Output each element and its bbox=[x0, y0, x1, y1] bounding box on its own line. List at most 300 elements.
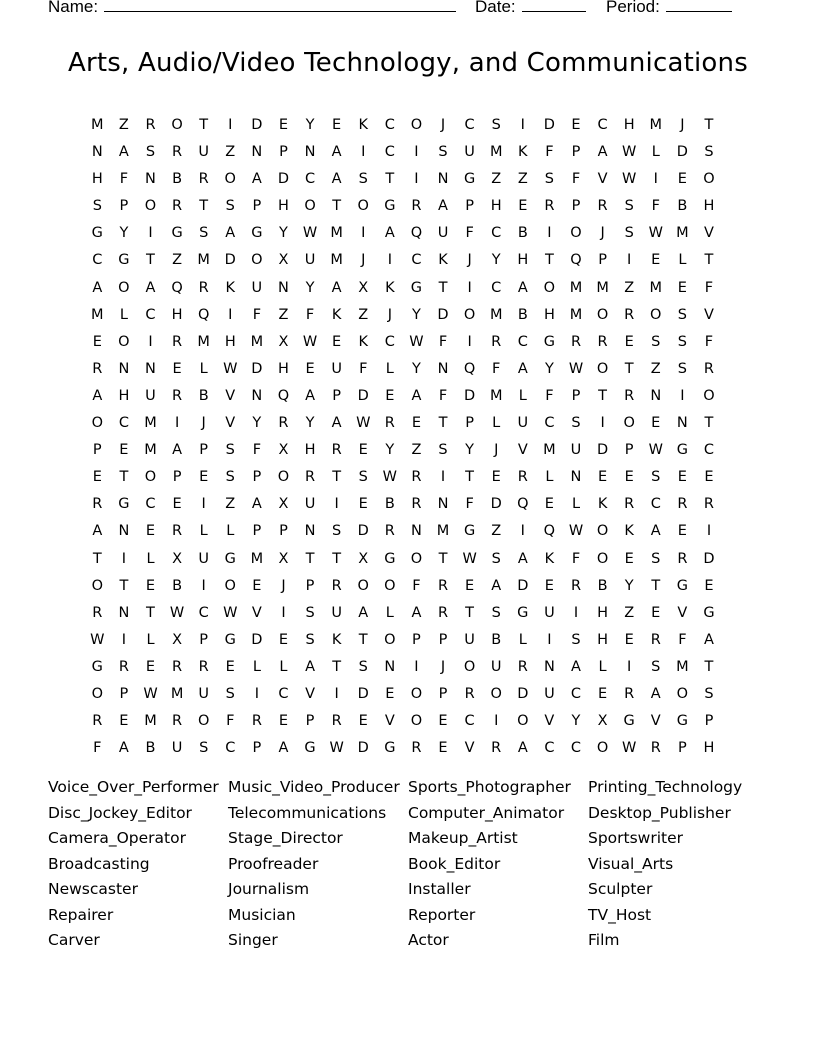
grid-letter: E bbox=[597, 685, 608, 702]
grid-letter: Y bbox=[544, 360, 554, 377]
grid-letter: U bbox=[198, 144, 209, 161]
grid-letter: I bbox=[228, 306, 233, 323]
grid-letter: T bbox=[358, 631, 368, 648]
grid-letter: X bbox=[278, 252, 289, 269]
grid-letter: C bbox=[491, 279, 502, 296]
grid-letter: H bbox=[278, 198, 289, 215]
grid-letter: O bbox=[410, 117, 423, 133]
grid-letter: W bbox=[568, 360, 584, 377]
grid-letter: I bbox=[414, 658, 419, 675]
grid-letter: T bbox=[92, 550, 102, 567]
grid-letter: J bbox=[281, 577, 286, 594]
grid-letter: N bbox=[145, 360, 156, 377]
grid-letter: D bbox=[357, 523, 369, 540]
grid-letter: M bbox=[569, 279, 583, 296]
word-bank-item: Journalism bbox=[228, 880, 310, 898]
grid-letter: Y bbox=[491, 252, 501, 269]
grid-letter: A bbox=[251, 171, 262, 188]
grid-letter: Y bbox=[571, 713, 581, 730]
word-bank-item: Computer_Animator bbox=[408, 803, 565, 822]
word-bank-item: Music_Video_Producer bbox=[228, 778, 400, 796]
grid-letter: N bbox=[118, 360, 130, 377]
grid-letter: L bbox=[518, 631, 527, 648]
grid-letter: W bbox=[462, 550, 477, 567]
grid-letter: S bbox=[624, 225, 634, 242]
grid-letter: G bbox=[251, 225, 263, 242]
grid-letter: E bbox=[119, 713, 129, 730]
word-bank-item: Film bbox=[588, 931, 620, 949]
grid-letter: L bbox=[146, 631, 155, 648]
grid-letter: H bbox=[703, 740, 715, 757]
grid-letter: V bbox=[544, 713, 555, 730]
grid-letter: H bbox=[623, 117, 635, 133]
grid-letter: J bbox=[467, 252, 472, 269]
grid-letter: C bbox=[304, 171, 316, 188]
grid-letter: F bbox=[438, 333, 448, 350]
grid-letter: G bbox=[384, 550, 396, 567]
grid-letter: G bbox=[384, 198, 396, 215]
grid-letter: W bbox=[302, 333, 318, 350]
name-blank-line bbox=[104, 0, 456, 12]
grid-letter: C bbox=[464, 713, 475, 730]
grid-letter: Z bbox=[491, 171, 502, 188]
grid-letter: D bbox=[251, 117, 263, 133]
grid-letter: R bbox=[517, 658, 528, 675]
grid-letter: O bbox=[144, 469, 157, 486]
period-blank-line bbox=[666, 0, 732, 12]
grid-letter: M bbox=[649, 279, 663, 296]
grid-letter: R bbox=[331, 713, 342, 730]
grid-letter: R bbox=[172, 387, 183, 404]
grid-letter: R bbox=[411, 740, 422, 757]
grid-letter: N bbox=[278, 279, 289, 296]
grid-letter: C bbox=[384, 117, 395, 133]
grid-letter: D bbox=[251, 360, 263, 377]
grid-letter: V bbox=[703, 306, 714, 323]
word-bank-item: Broadcasting bbox=[48, 854, 150, 873]
grid-letter: P bbox=[412, 631, 421, 648]
grid-letter: S bbox=[225, 442, 235, 459]
grid-letter: R bbox=[491, 740, 502, 757]
grid-letter: X bbox=[358, 279, 369, 296]
grid-letter: S bbox=[438, 442, 448, 459]
grid-letter: I bbox=[121, 631, 127, 648]
grid-letter: R bbox=[172, 144, 183, 161]
grid-letter: F bbox=[359, 360, 368, 377]
grid-letter: O bbox=[197, 713, 210, 730]
grid-letter: R bbox=[331, 442, 342, 459]
grid-letter: H bbox=[91, 171, 103, 188]
grid-letter: V bbox=[251, 604, 262, 621]
grid-letter: E bbox=[385, 387, 395, 404]
grid-letter: A bbox=[517, 550, 528, 567]
grid-letter: R bbox=[624, 685, 635, 702]
grid-letter: I bbox=[201, 577, 206, 594]
grid-letter: W bbox=[648, 442, 663, 459]
word-bank-item: Stage_Director bbox=[228, 829, 343, 847]
grid-letter: E bbox=[624, 631, 634, 648]
word-bank-item: Telecommunications bbox=[228, 803, 387, 822]
grid-letter: H bbox=[224, 333, 236, 350]
grid-letter: I bbox=[414, 171, 419, 188]
grid-letter: A bbox=[384, 225, 395, 242]
grid-letter: S bbox=[571, 631, 581, 648]
grid-letter: R bbox=[677, 550, 688, 567]
grid-letter: K bbox=[385, 279, 395, 296]
grid-letter: S bbox=[624, 198, 634, 215]
grid-letter: M bbox=[543, 442, 556, 459]
grid-letter: Z bbox=[624, 279, 635, 296]
grid-letter: O bbox=[570, 225, 582, 242]
grid-letter: P bbox=[252, 740, 262, 757]
grid-letter: G bbox=[91, 225, 103, 242]
grid-letter: P bbox=[252, 198, 262, 215]
grid-letter: X bbox=[172, 550, 183, 567]
grid-letter: W bbox=[622, 144, 637, 161]
grid-letter: R bbox=[172, 713, 183, 730]
grid-letter: F bbox=[465, 496, 474, 513]
grid-letter: H bbox=[597, 604, 609, 621]
grid-letter: Z bbox=[225, 496, 236, 513]
grid-letter: Z bbox=[517, 171, 528, 188]
grid-letter: N bbox=[410, 523, 422, 540]
grid-letter: P bbox=[279, 144, 288, 161]
grid-letter: J bbox=[201, 415, 206, 432]
grid-letter: N bbox=[384, 658, 396, 675]
grid-letter: I bbox=[573, 604, 579, 621]
grid-letter: X bbox=[278, 442, 289, 459]
grid-letter: I bbox=[121, 550, 127, 567]
grid-letter: Z bbox=[118, 117, 129, 133]
grid-letter: A bbox=[92, 279, 103, 296]
grid-letter: E bbox=[332, 117, 342, 133]
grid-letter: A bbox=[703, 631, 714, 648]
grid-letter: G bbox=[676, 577, 688, 594]
grid-letter: O bbox=[703, 171, 715, 188]
grid-letter: P bbox=[624, 442, 634, 459]
grid-letter: R bbox=[118, 658, 129, 675]
grid-letter: O bbox=[596, 740, 609, 757]
grid-letter: C bbox=[464, 117, 475, 133]
grid-letter: R bbox=[437, 604, 449, 621]
grid-letter: V bbox=[650, 713, 661, 730]
grid-letter: E bbox=[92, 333, 102, 350]
grid-letter: T bbox=[146, 604, 155, 621]
grid-letter: O bbox=[91, 577, 103, 594]
grid-letter: P bbox=[332, 387, 342, 404]
grid-letter: U bbox=[198, 685, 209, 702]
grid-letter: Q bbox=[197, 306, 210, 323]
grid-letter: S bbox=[651, 658, 661, 675]
grid-letter: L bbox=[119, 306, 128, 323]
grid-letter: I bbox=[706, 523, 712, 540]
word-search-grid bbox=[84, 112, 722, 762]
grid-letter: E bbox=[571, 117, 581, 133]
grid-letter: L bbox=[385, 360, 394, 377]
grid-letter: I bbox=[680, 387, 685, 404]
grid-letter: T bbox=[119, 577, 129, 594]
grid-letter: A bbox=[331, 144, 342, 161]
grid-letter: G bbox=[384, 740, 396, 757]
grid-letter: W bbox=[356, 415, 371, 432]
grid-letter: T bbox=[465, 469, 475, 486]
grid-letter: R bbox=[464, 685, 475, 702]
grid-letter: M bbox=[489, 144, 503, 161]
grid-letter: O bbox=[91, 415, 103, 432]
grid-letter: D bbox=[277, 171, 290, 188]
grid-letter: O bbox=[118, 279, 130, 296]
grid-letter: L bbox=[199, 360, 208, 377]
grid-letter: C bbox=[517, 333, 528, 350]
grid-letter: C bbox=[411, 252, 422, 269]
grid-letter: F bbox=[545, 144, 554, 161]
grid-letter: O bbox=[357, 198, 369, 215]
grid-letter: T bbox=[146, 252, 155, 269]
grid-letter: B bbox=[491, 631, 502, 648]
grid-letter: A bbox=[571, 658, 581, 675]
grid-letter: O bbox=[304, 198, 316, 215]
grid-letter: M bbox=[489, 306, 503, 323]
grid-letter: C bbox=[703, 442, 715, 459]
grid-letter: I bbox=[600, 415, 605, 432]
grid-letter: I bbox=[547, 631, 552, 648]
grid-letter: W bbox=[568, 523, 584, 540]
grid-letter: P bbox=[172, 469, 182, 486]
grid-letter: O bbox=[251, 252, 263, 269]
grid-letter: G bbox=[91, 658, 103, 675]
grid-letter: S bbox=[651, 333, 661, 350]
grid-letter: E bbox=[278, 713, 289, 730]
grid-letter: U bbox=[198, 550, 209, 567]
grid-letter: F bbox=[704, 279, 714, 296]
grid-letter: C bbox=[92, 252, 103, 269]
grid-letter: Q bbox=[570, 252, 582, 269]
grid-letter: A bbox=[331, 279, 342, 296]
grid-letter: M bbox=[250, 550, 264, 567]
grid-letter: I bbox=[174, 415, 180, 432]
grid-letter: E bbox=[518, 198, 528, 215]
grid-letter: R bbox=[411, 198, 422, 215]
grid-letter: F bbox=[651, 198, 660, 215]
grid-letter: S bbox=[677, 306, 687, 323]
grid-letter: C bbox=[384, 333, 395, 350]
grid-letter: P bbox=[571, 198, 581, 215]
grid-letter: K bbox=[225, 279, 236, 296]
grid-letter: I bbox=[520, 117, 525, 133]
grid-letter: T bbox=[305, 550, 315, 567]
grid-letter: O bbox=[118, 333, 130, 350]
grid-letter: G bbox=[623, 713, 635, 730]
grid-letter: E bbox=[624, 333, 634, 350]
grid-letter: T bbox=[438, 415, 448, 432]
grid-letter: O bbox=[703, 387, 715, 404]
grid-letter: R bbox=[650, 631, 661, 648]
grid-letter: H bbox=[543, 306, 555, 323]
grid-letter: Z bbox=[225, 144, 236, 161]
grid-letter: R bbox=[172, 523, 183, 540]
grid-letter: E bbox=[358, 713, 368, 730]
grid-letter: D bbox=[357, 387, 369, 404]
grid-letter: C bbox=[650, 496, 661, 513]
grid-letter: N bbox=[437, 496, 449, 513]
grid-letter: S bbox=[199, 740, 209, 757]
grid-letter: K bbox=[358, 333, 368, 350]
grid-letter: W bbox=[169, 604, 185, 621]
grid-letter: E bbox=[677, 523, 687, 540]
word-bank-item: Sculpter bbox=[588, 880, 653, 898]
word-bank-item: Musician bbox=[228, 905, 296, 924]
grid-letter: X bbox=[278, 333, 289, 350]
grid-letter: E bbox=[465, 577, 475, 594]
grid-letter: G bbox=[224, 550, 236, 567]
grid-letter: V bbox=[677, 604, 688, 621]
grid-letter: O bbox=[410, 550, 423, 567]
grid-letter: D bbox=[251, 631, 263, 648]
grid-letter: M bbox=[91, 306, 104, 323]
word-bank-item: Carver bbox=[48, 931, 100, 949]
grid-letter: D bbox=[224, 252, 236, 269]
grid-letter: Y bbox=[119, 225, 129, 242]
grid-letter: P bbox=[92, 442, 102, 459]
student-info-header bbox=[48, 0, 748, 19]
grid-letter: G bbox=[676, 713, 688, 730]
grid-letter: T bbox=[199, 198, 209, 215]
grid-letter: S bbox=[358, 469, 368, 486]
grid-letter: T bbox=[119, 469, 129, 486]
grid-letter: N bbox=[145, 171, 156, 188]
grid-letter: A bbox=[650, 523, 661, 540]
grid-letter: E bbox=[172, 360, 182, 377]
grid-letter: U bbox=[145, 387, 156, 404]
grid-letter: S bbox=[491, 604, 501, 621]
grid-letter: Q bbox=[463, 360, 476, 377]
grid-letter: E bbox=[651, 415, 661, 432]
grid-letter: W bbox=[382, 469, 397, 486]
word-bank-item: Installer bbox=[408, 880, 471, 898]
grid-letter: A bbox=[517, 279, 528, 296]
grid-letter: A bbox=[331, 171, 342, 188]
grid-letter: W bbox=[143, 685, 158, 702]
grid-letter: E bbox=[704, 469, 714, 486]
grid-letter: S bbox=[677, 360, 687, 377]
grid-letter: O bbox=[543, 279, 556, 296]
grid-letter: S bbox=[571, 415, 581, 432]
grid-letter: I bbox=[361, 225, 366, 242]
grid-letter: Y bbox=[279, 225, 288, 242]
grid-letter: R bbox=[92, 496, 103, 513]
grid-letter: Z bbox=[278, 306, 289, 323]
grid-letter: O bbox=[171, 117, 183, 133]
grid-letter: M bbox=[144, 713, 157, 730]
word-bank-item: Visual_Arts bbox=[588, 854, 674, 873]
grid-letter: R bbox=[437, 577, 449, 594]
grid-letter: S bbox=[438, 144, 448, 161]
grid-letter: K bbox=[438, 252, 448, 269]
grid-letter: E bbox=[252, 577, 262, 594]
grid-letter: A bbox=[172, 442, 183, 459]
grid-letter: S bbox=[145, 144, 156, 161]
grid-letter: O bbox=[596, 306, 609, 323]
grid-letter: U bbox=[544, 604, 555, 621]
grid-letter: U bbox=[304, 496, 316, 513]
grid-letter: M bbox=[197, 333, 210, 350]
grid-letter: E bbox=[199, 469, 209, 486]
grid-letter: Q bbox=[543, 523, 556, 540]
grid-letter: M bbox=[144, 415, 157, 432]
word-bank-item: Proofreader bbox=[228, 854, 319, 873]
word-bank-item: Sports_Photographer bbox=[408, 778, 571, 796]
period-field bbox=[606, 0, 732, 17]
grid-letter: J bbox=[440, 658, 446, 675]
grid-letter: C bbox=[278, 685, 289, 702]
grid-letter: I bbox=[467, 279, 472, 296]
grid-letter: E bbox=[624, 550, 634, 567]
grid-letter: G bbox=[410, 279, 423, 296]
grid-letter: G bbox=[676, 442, 688, 459]
grid-letter: Q bbox=[171, 279, 183, 296]
grid-letter: E bbox=[491, 469, 501, 486]
grid-letter: L bbox=[678, 252, 687, 269]
grid-letter: C bbox=[570, 740, 582, 757]
grid-letter: L bbox=[279, 658, 288, 675]
grid-letter: P bbox=[598, 252, 607, 269]
grid-letter: V bbox=[225, 415, 236, 432]
grid-letter: R bbox=[624, 387, 635, 404]
grid-letter: M bbox=[250, 333, 264, 350]
grid-letter: O bbox=[623, 415, 635, 432]
grid-letter: C bbox=[491, 225, 502, 242]
grid-letter: R bbox=[331, 577, 342, 594]
grid-letter: R bbox=[384, 415, 395, 432]
grid-letter: L bbox=[385, 604, 394, 621]
grid-letter: O bbox=[463, 658, 476, 675]
grid-letter: S bbox=[225, 685, 235, 702]
grid-letter: K bbox=[331, 306, 342, 323]
grid-letter: U bbox=[464, 631, 475, 648]
grid-letter: P bbox=[704, 713, 714, 730]
grid-letter: F bbox=[492, 360, 501, 377]
grid-letter: E bbox=[438, 713, 448, 730]
grid-letter: P bbox=[677, 740, 687, 757]
grid-letter: B bbox=[597, 577, 608, 594]
grid-letter: F bbox=[93, 740, 102, 757]
grid-letter: I bbox=[361, 144, 366, 161]
grid-letter: E bbox=[119, 442, 129, 459]
grid-letter: S bbox=[332, 523, 342, 540]
grid-letter: U bbox=[490, 658, 502, 675]
grid-letter: S bbox=[225, 469, 235, 486]
grid-letter: T bbox=[624, 360, 634, 377]
grid-letter: R bbox=[411, 469, 422, 486]
grid-letter: P bbox=[571, 144, 581, 161]
grid-letter: M bbox=[436, 523, 450, 540]
grid-letter: O bbox=[463, 306, 476, 323]
grid-letter: L bbox=[199, 523, 208, 540]
grid-letter: L bbox=[571, 496, 581, 513]
grid-letter: P bbox=[199, 442, 209, 459]
grid-letter: W bbox=[223, 360, 238, 377]
grid-letter: O bbox=[277, 469, 290, 486]
grid-letter: A bbox=[517, 740, 528, 757]
grid-letter: L bbox=[545, 469, 554, 486]
grid-letter: R bbox=[624, 306, 635, 323]
grid-letter: Y bbox=[305, 415, 315, 432]
grid-letter: G bbox=[118, 496, 130, 513]
grid-letter: H bbox=[118, 387, 130, 404]
grid-letter: R bbox=[172, 333, 183, 350]
grid-letter: T bbox=[438, 550, 448, 567]
grid-letter: E bbox=[704, 577, 714, 594]
